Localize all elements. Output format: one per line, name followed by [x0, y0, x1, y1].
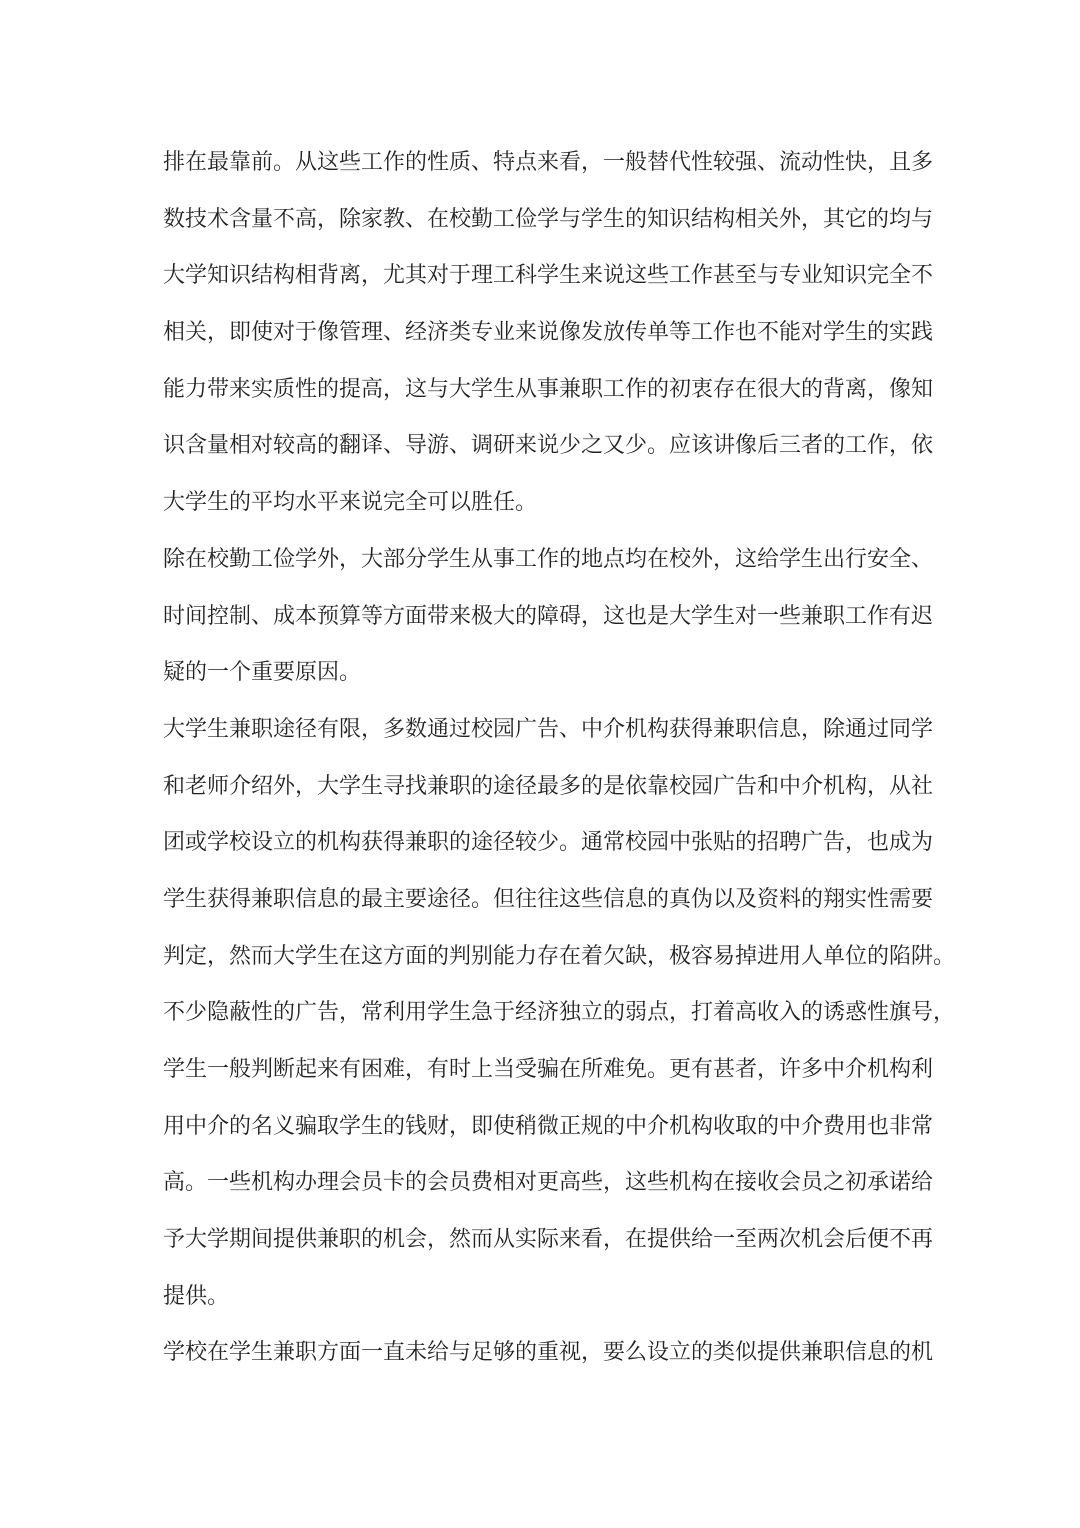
text-line: 数技术含量不高，除家教、在校勤工俭学与学生的知识结构相关外，其它的均与 — [163, 206, 934, 232]
text-line: 能力带来实质性的提高，这与大学生从事兼职工作的初衷存在很大的背离，像知 — [163, 376, 934, 402]
text-line: 判定，然而大学生在这方面的判别能力存在着欠缺，极容易掉进用人单位的陷阱。 — [163, 943, 956, 969]
text-line: 学校在学生兼职方面一直未给与足够的重视，要么设立的类似提供兼职信息的机 — [163, 1340, 934, 1366]
text-line: 大学生兼职途径有限，多数通过校园广告、中介机构获得兼职信息，除通过同学 — [163, 716, 934, 742]
text-line: 大学生的平均水平来说完全可以胜任。 — [163, 490, 538, 516]
text-line: 学生一般判断起来有困难，有时上当受骗在所难免。更有甚者，许多中介机构利 — [163, 1057, 934, 1082]
paragraph-4 — [163, 1325, 934, 1382]
text-line: 疑的一个重要原因。 — [163, 660, 362, 686]
paragraph-2 — [163, 532, 934, 702]
text-line: 排在最靠前。从这些工作的性质、特点来看，一般替代性较强、流动性快，且多 — [163, 150, 934, 175]
text-line: 用中介的名义骗取学生的钱财，即使稍微正规的中介机构收取的中介费用也非常 — [163, 1113, 934, 1139]
text-line: 高。一些机构办理会员卡的会员费相对更高些，这些机构在接收会员之初承诺给 — [163, 1170, 934, 1196]
text-line: 团或学校设立的机构获得兼职的途径较少。通常校园中张贴的招聘广告，也成为 — [163, 830, 934, 856]
text-line: 学生获得兼职信息的最主要途径。但往往这些信息的真伪以及资料的翔实性需要 — [163, 886, 934, 912]
paragraph-3 — [163, 702, 956, 1326]
text-line: 和老师介绍外，大学生寻找兼职的途径最多的是依靠校园广告和中介机构，从社 — [163, 773, 934, 799]
document-body — [163, 135, 956, 1382]
text-line: 相关，即使对于像管理、经济类专业来说像发放传单等工作也不能对学生的实践 — [163, 320, 934, 346]
text-line: 时间控制、成本预算等方面带来极大的障碍，这也是大学生对一些兼职工作有迟 — [163, 603, 934, 629]
paragraph-1 — [163, 135, 934, 532]
text-line: 予大学期间提供兼职的机会，然而从实际来看，在提供给一至两次机会后便不再 — [163, 1227, 934, 1253]
text-line: 提供。 — [163, 1283, 230, 1309]
text-line: 识含量相对较高的翻译、导游、调研来说少之又少。应该讲像后三者的工作，依 — [163, 433, 934, 459]
text-line: 不少隐蔽性的广告，常利用学生急于经济独立的弱点，打着高收入的诱惑性旗号， — [163, 1000, 956, 1026]
text-line: 除在校勤工俭学外，大部分学生从事工作的地点均在校外，这给学生出行安全、 — [163, 546, 934, 572]
text-line: 大学知识结构相背离，尤其对于理工科学生来说这些工作甚至与专业知识完全不 — [163, 263, 934, 289]
